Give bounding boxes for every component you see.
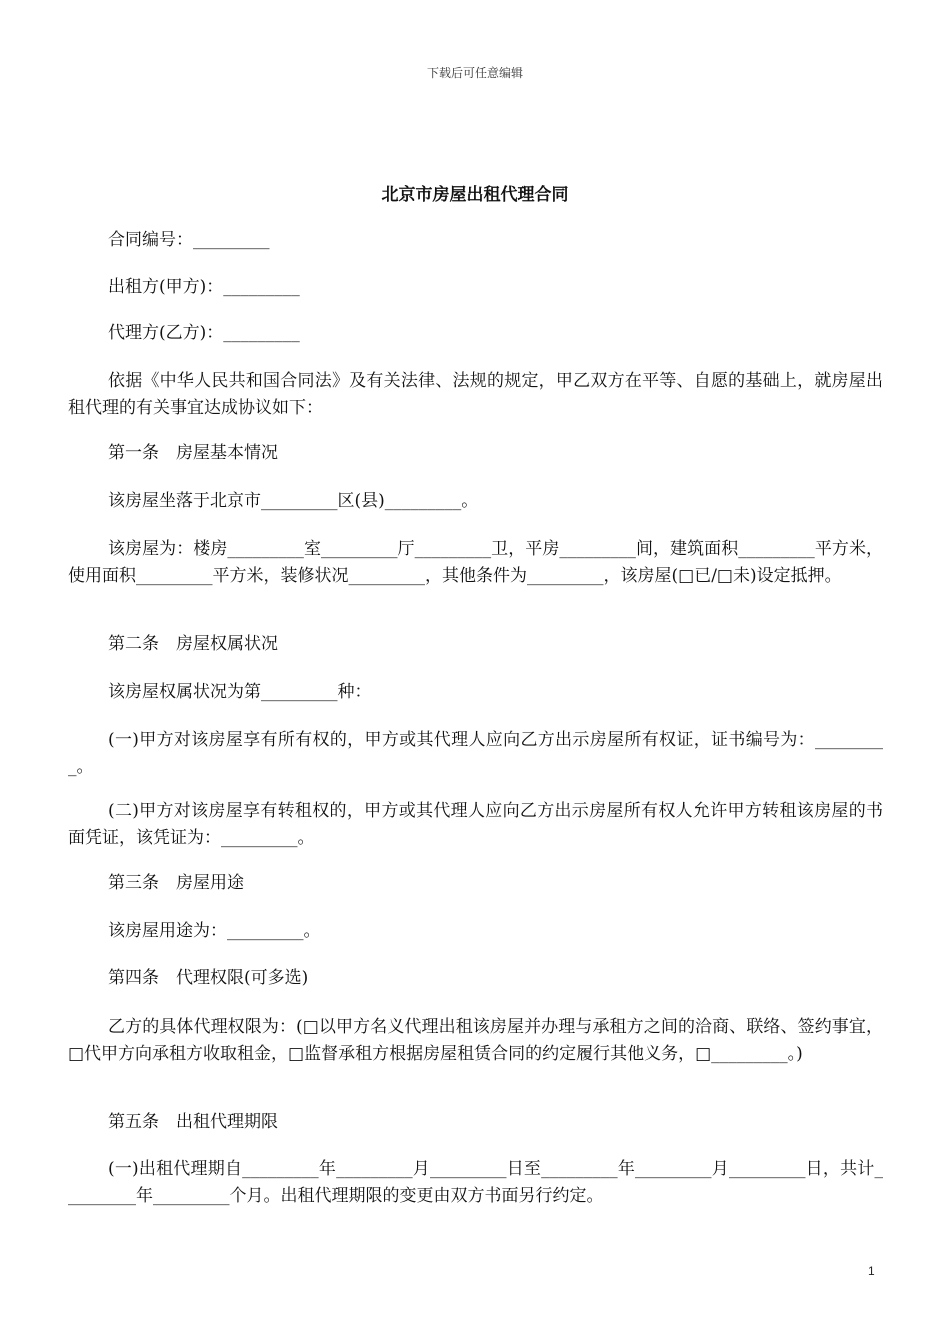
agency-authority-paragraph: 乙方的具体代理权限为：(□以甲方名义代理出租该房屋并办理与承租方之间的洽商、联络、签约事宜，□代甲方向承租方收取租金，□监督承租方根据房屋租赁合同的约定履行其他义务，□_________。) (68, 1017, 883, 1064)
house-location-line: 该房屋坐落于北京市_________区(县)_________。 (108, 491, 479, 511)
page-header-note: 下载后可任意编辑 (426, 66, 523, 80)
house-description-paragraph: 该房屋为：楼房_________室_________厅_________卫，平房_________间，建筑面积_________平方米，使用面积_________平方米，装修状况_________，其他条件为_________，该房屋(□已/□未)设定抵押。 (68, 539, 883, 586)
ownership-clause-2: (二)甲方对该房屋享有转租权的，甲方或其代理人应向乙方出示房屋所有权人允许甲方转租该房屋的书面凭证，该凭证为：_________。 (68, 801, 883, 848)
house-usage-line: 该房屋用途为：_________。 (108, 921, 321, 941)
article-4-heading: 第四条 代理权限(可多选) (108, 968, 309, 988)
article-5-heading: 第五条 出租代理期限 (108, 1112, 278, 1132)
article-2-heading: 第二条 房屋权属状况 (108, 634, 278, 654)
article-3-heading: 第三条 房屋用途 (108, 873, 244, 893)
agency-period-clause-1: (一)出租代理期自_________年_________月_________日至_________年_________月_________日，共计_________年_________个月。出租代理期限的变更由双方书面另行约定。 (68, 1159, 883, 1206)
page-number: 1 (868, 1264, 875, 1278)
agent-party-line: 代理方(乙方)：_________ (108, 323, 300, 343)
preamble-paragraph: 依据《中华人民共和国合同法》及有关法律、法规的规定，甲乙双方在平等、自愿的基础上，就房屋出租代理的有关事宜达成协议如下： (68, 371, 883, 418)
article-1-heading: 第一条 房屋基本情况 (108, 443, 278, 463)
document-title: 北京市房屋出租代理合同 (381, 185, 569, 205)
lessor-party-line: 出租方(甲方)：_________ (108, 277, 300, 297)
ownership-type-line: 该房屋权属状况为第_________种： (108, 682, 372, 702)
ownership-clause-1: (一)甲方对该房屋享有所有权的，甲方或其代理人应向乙方出示房屋所有权证，证书编号为：_________。 (68, 730, 883, 777)
contract-number-line: 合同编号：_________ (108, 230, 270, 250)
